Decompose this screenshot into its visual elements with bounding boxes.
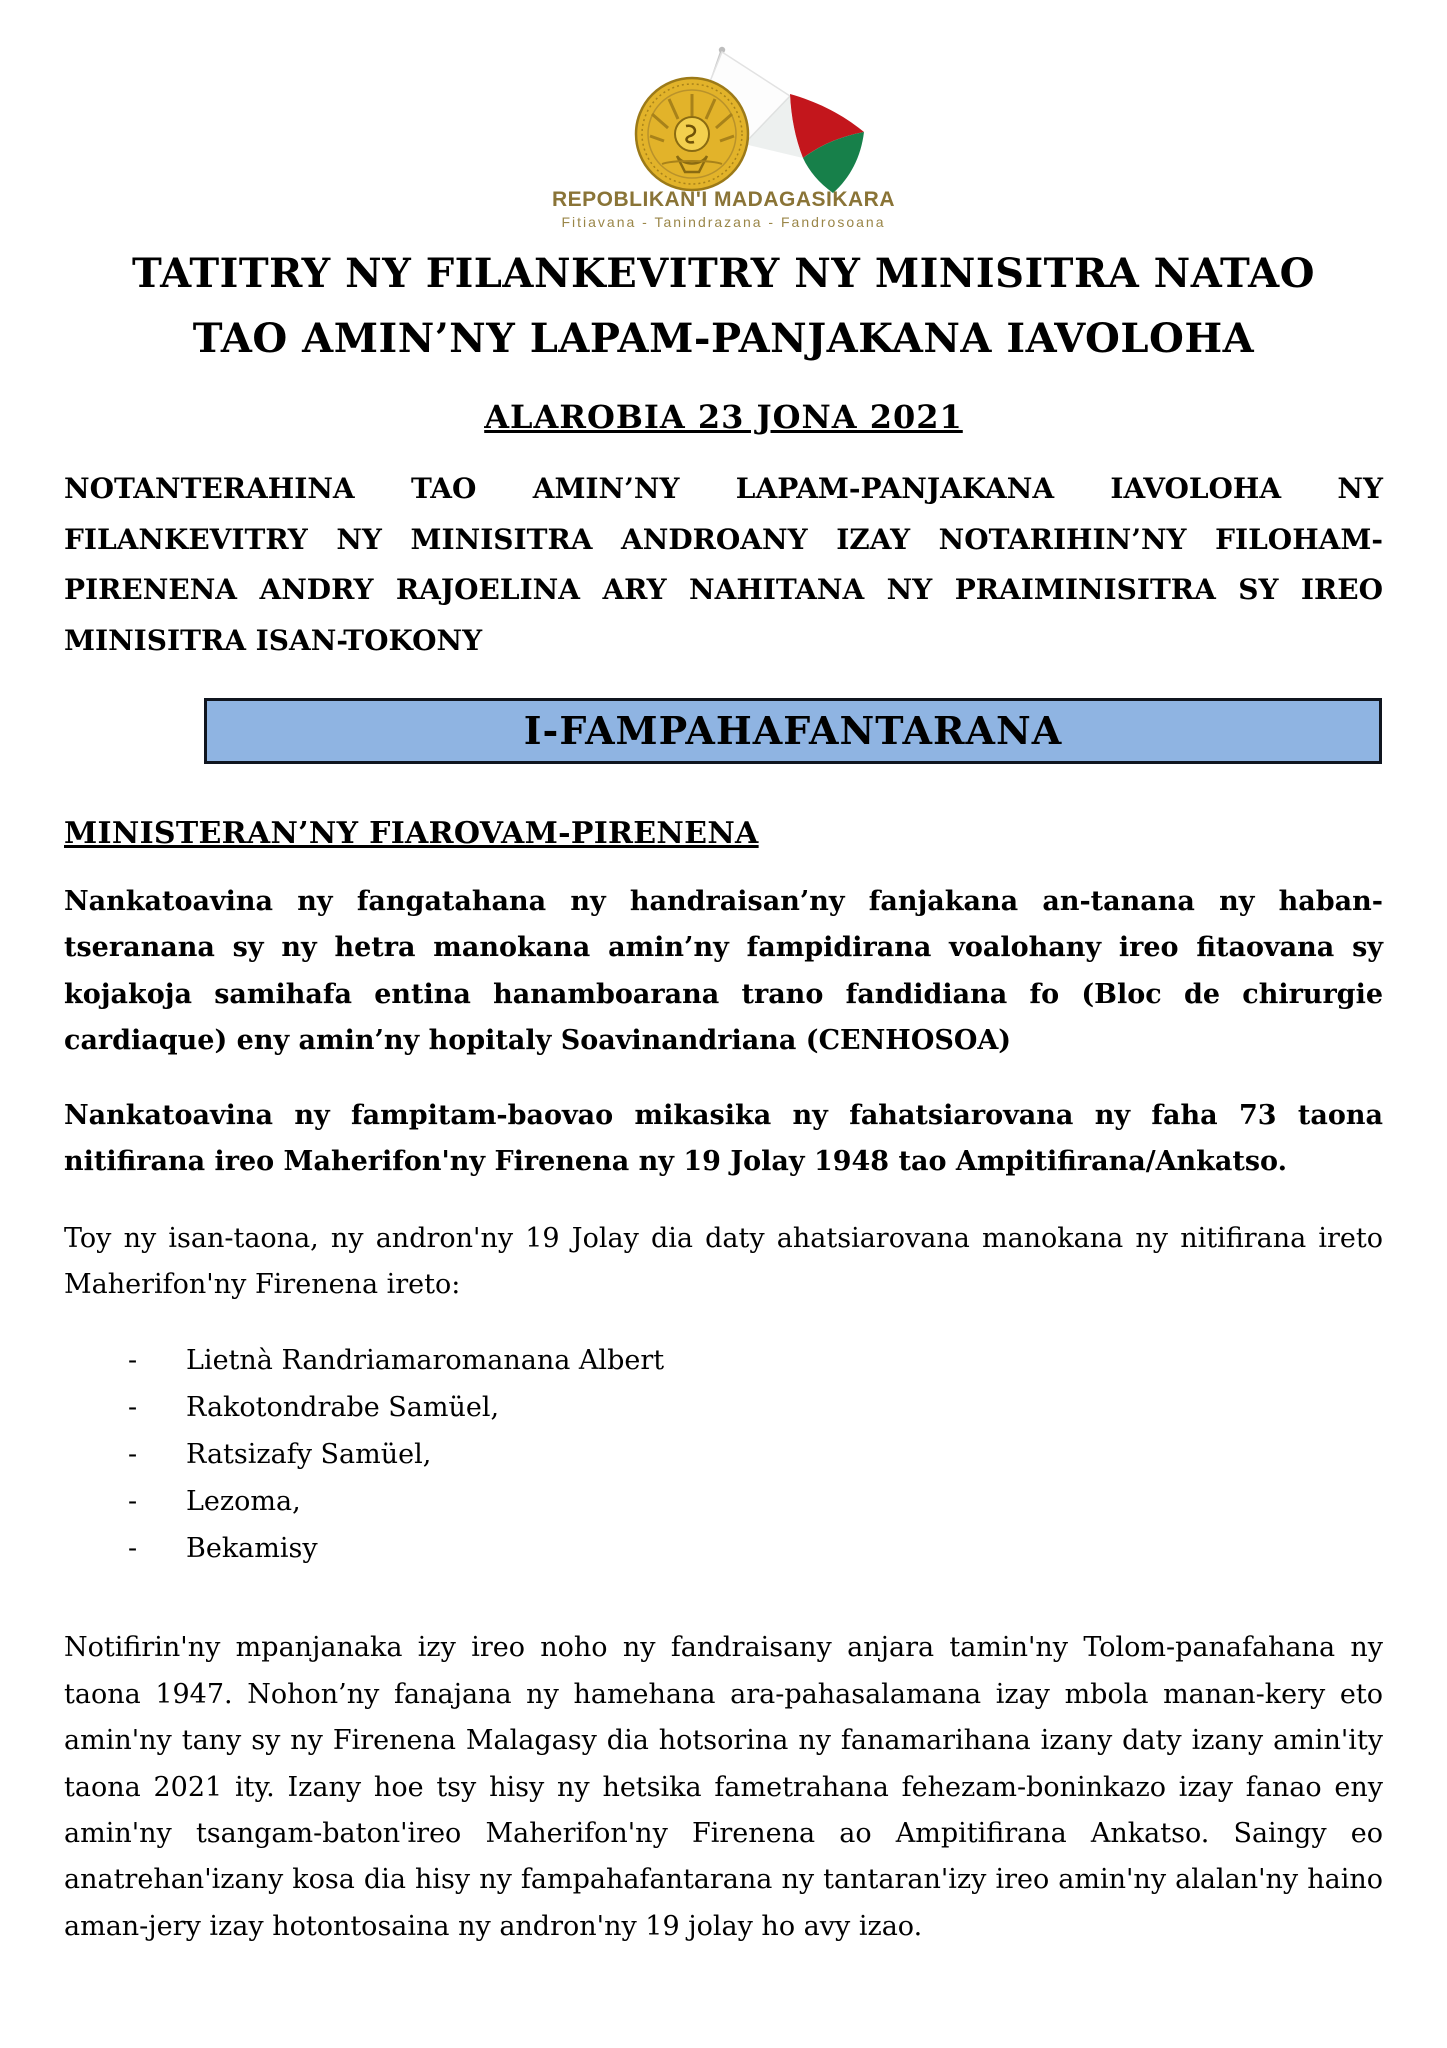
list-dash: - [128,1533,138,1565]
list-item [64,1385,1383,1432]
heroes-list [64,1338,1383,1573]
list-dash: - [128,1345,138,1377]
list-item-text: Rakotondrabe Samüel, [186,1392,500,1424]
list-item-text: Lietnà Randriamaromanana Albert [186,1345,665,1377]
list-item [64,1432,1383,1479]
decision-paragraph-2: Nankatoavina ny fampitam-baovao mikasika ny fahatsiarovana ny faha 73 taona nitifirana ireo Maherifon'ny Firenena ny 19 Jolay 1948 tao Ampitifirana/Ankatso. [64,1099,1383,1178]
list-item [64,1338,1383,1385]
list-dash: - [128,1439,138,1471]
list-dash: - [128,1392,138,1424]
list-item-text: Lezoma, [186,1486,301,1518]
intro-paragraph: NOTANTERAHINA TAO AMIN’NY LAPAM-PANJAKANA IAVOLOHA NY FILANKEVITRY NY MINISITRA ANDROANY IZAY NOTARIHIN’NY FILOHAM-PIRENENA ANDRY RAJOELINA ARY NAHITANA NY PRAIMINISITRA SY IREO MINISITRA ISAN-TOKONY [64,472,1383,657]
document-title [64,242,1383,372]
list-dash: - [128,1486,138,1518]
closing-paragraph: Notifirin'ny mpanjanaka izy ireo noho ny fandraisany anjara tamin'ny Tolom-panafahana ny taona 1947. Nohon’ny fanajana ny hamehana ara-pahasalamana izay mbola manan-kery eto amin'ny tany sy ny Firenena Malagasy dia hotsorina ny fanamarihana izany daty izany amin'ity taona 2021 ity. Izany hoe tsy hisy ny hetsika fametrahana fehezam-boninkazo izay fanao eny amin'ny tsangam-baton'ireo Maherifon'ny Firenena ao Ampitifirana Ankatso. Saingy eo anatrehan'izany kosa dia hisy ny fampahafantarana ny tantaran'izy ireo amin'ny alalan'ny haino aman-jery izay hotontosaina ny andron'ny 19 jolay ho avy izao. [64,1632,1383,1942]
logo-motto: Fitiavana - Tanindrazana - Fandrosoana [561,214,886,230]
list-intro-paragraph: Toy ny isan-taona, ny andron'ny 19 Jolay dia daty ahatsiarovana manokana ny nitifirana ireto Maherifon'ny Firenena ireto: [64,1222,1383,1301]
list-item [64,1526,1383,1573]
section-banner-label: I-FAMPAHAFANTARANA [523,708,1063,754]
national-emblem-block [64,46,1383,230]
madagascar-flag-and-seal-icon [574,46,874,196]
list-item-text: Bekamisy [186,1533,318,1565]
decision-paragraph-1: Nankatoavina ny fangatahana ny handraisan’ny fanjakana an-tanana ny haban-tseranana sy ny hetra manokana amin’ny fampidirana voalohany ireo fitaovana sy kojakoja samihafa entina hanamboarana trano fandidiana fo (Bloc de chirurgie cardiaque) eny amin’ny hopitaly Soavinandriana (CENHOSOA) [64,885,1383,1057]
list-item-text: Ratsizafy Samüel, [186,1439,432,1471]
ministry-heading: MINISTERAN’NY FIAROVAM-PIRENENA [64,815,759,851]
logo-country-name: REPOBLIKAN'I MADAGASIKARA [552,188,895,211]
document-date: ALAROBIA 23 JONA 2021 [484,398,963,437]
section-banner [204,698,1382,764]
document-title-line-2: TAO AMIN’NY LAPAM-PANJAKANA IAVOLOHA [192,314,1255,362]
list-item [64,1479,1383,1526]
document-title-line-1: TATITRY NY FILANKEVITRY NY MINISITRA NATAO [131,250,1316,297]
